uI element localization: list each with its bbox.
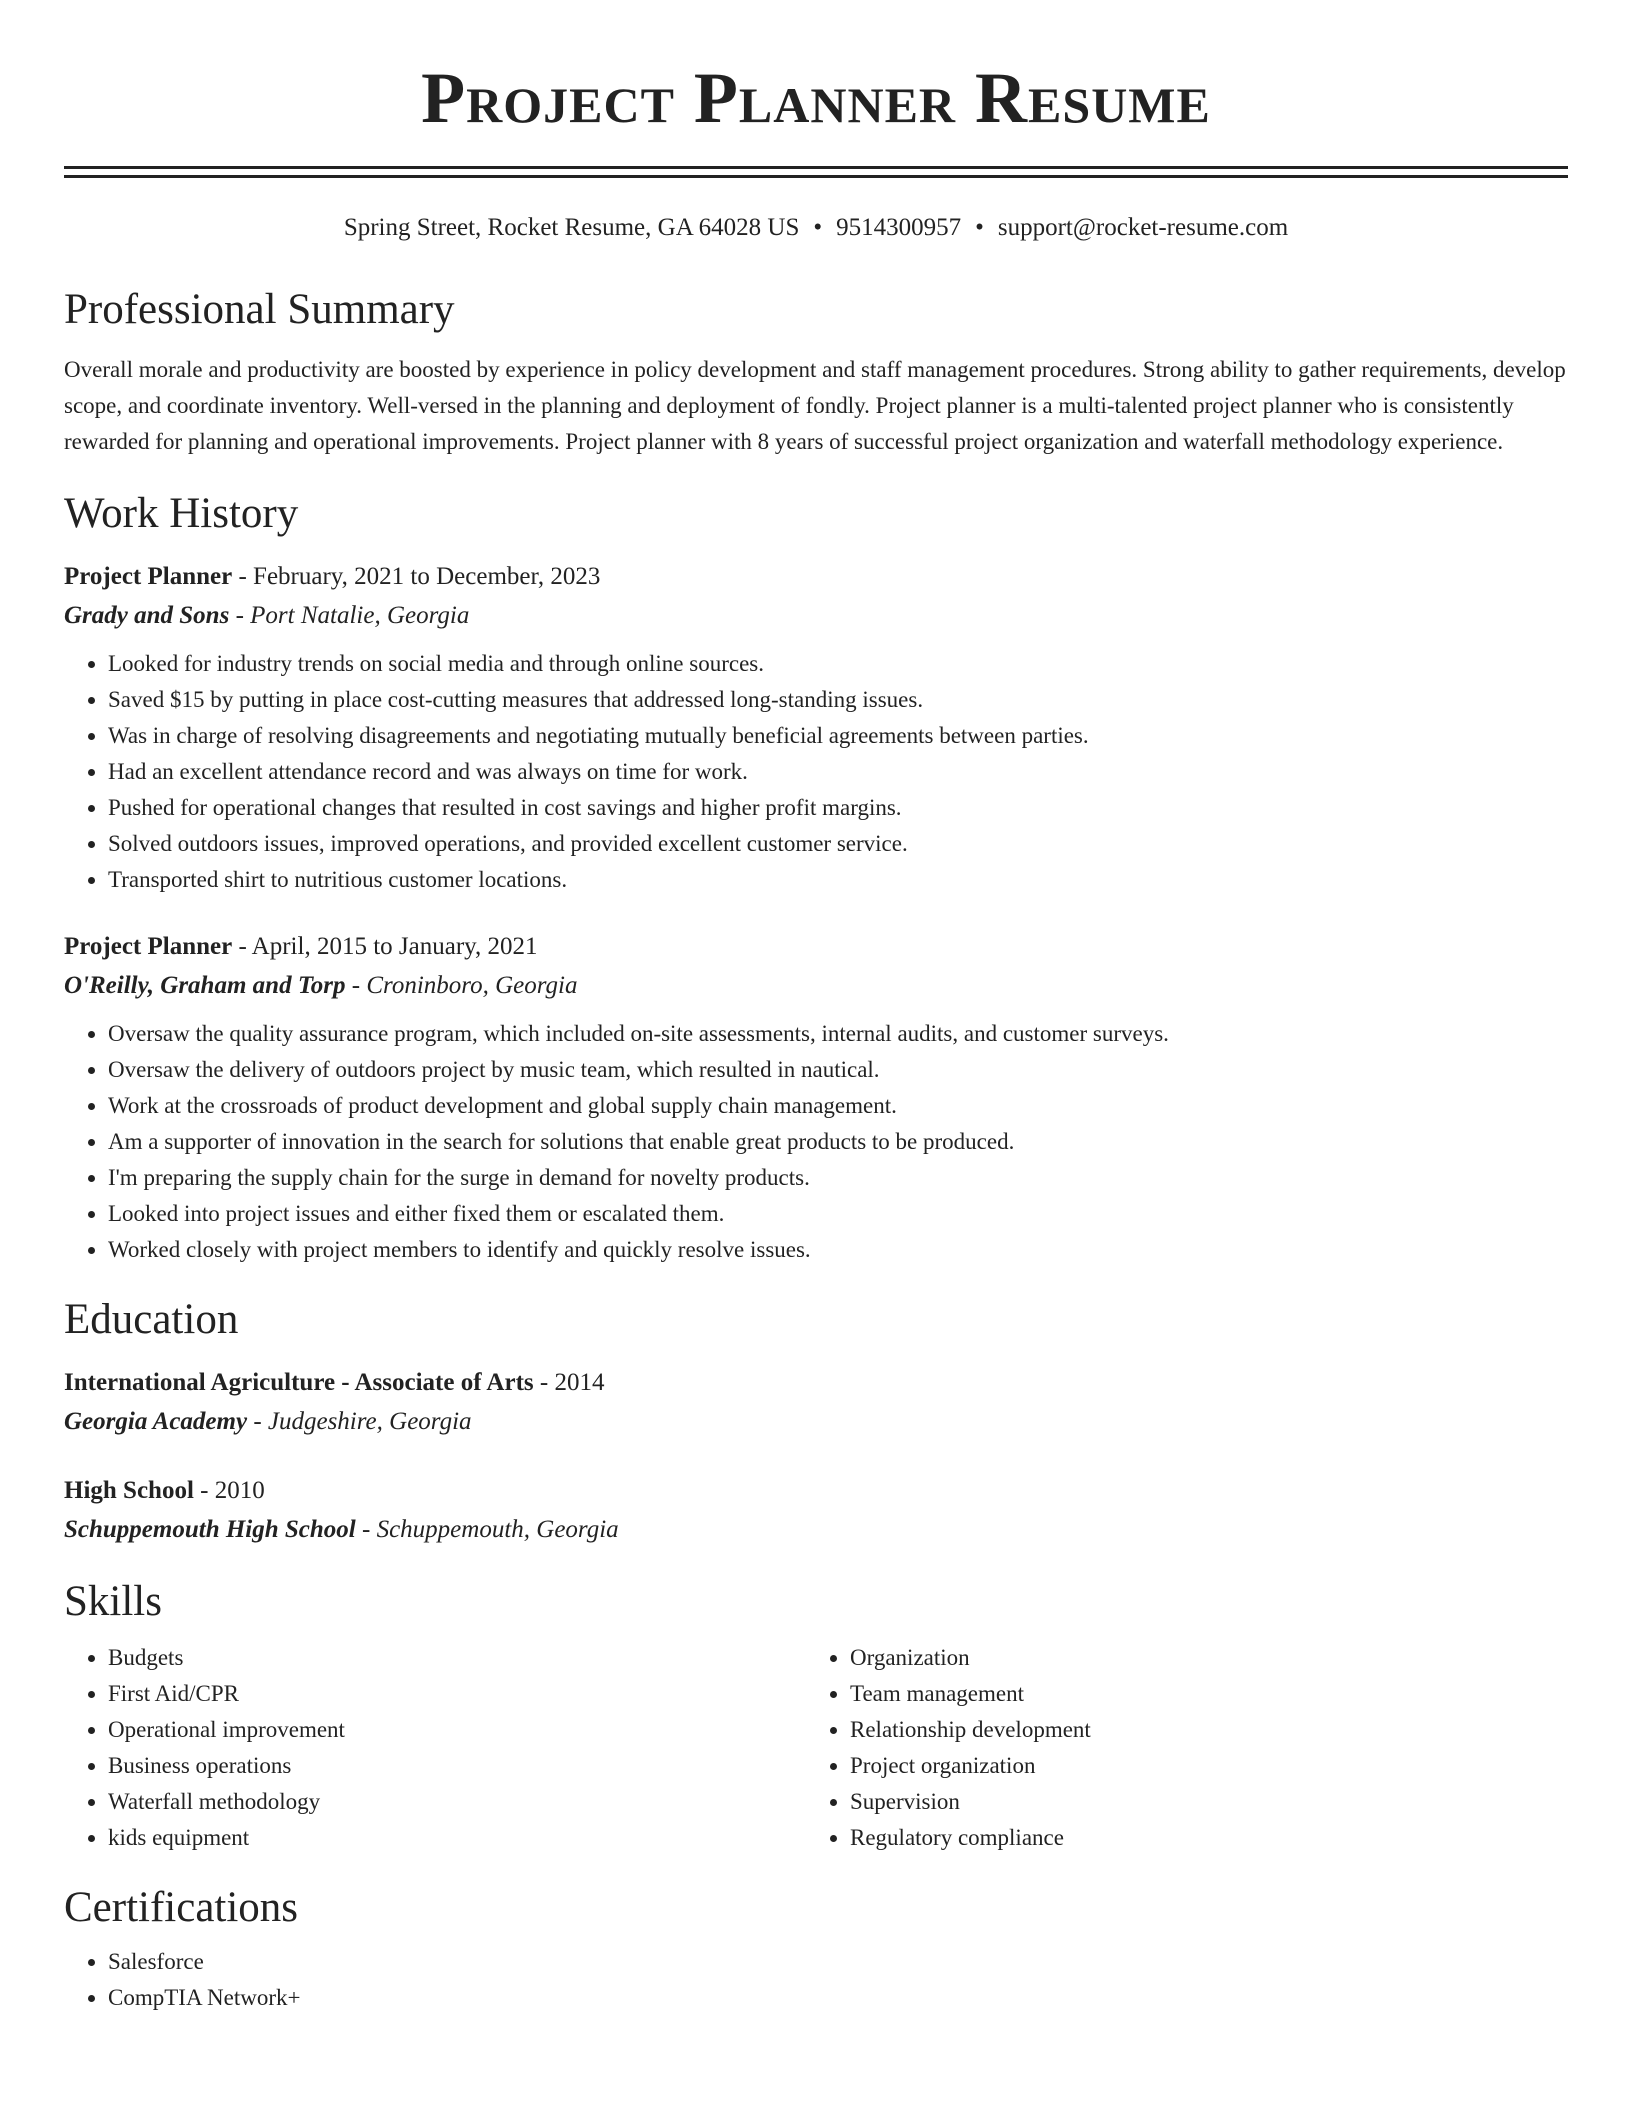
skill-item: • Project organization: [850, 1748, 1548, 1784]
skill-item: • Operational improvement: [108, 1712, 806, 1748]
job-company: O'Reilly, Graham and Torp: [64, 972, 346, 999]
list-item: • Oversaw the delivery of outdoors project by music team, which resulted in nautical.: [108, 1052, 1568, 1088]
list-item: • Oversaw the quality assurance program, which included on-site assessments, internal audits, and customer surveys.: [108, 1016, 1568, 1052]
skill-item: • Team management: [850, 1676, 1548, 1712]
list-item: • Was in charge of resolving disagreements and negotiating mutually beneficial agreements between parties.: [108, 718, 1568, 754]
summary-paragraph: Overall morale and productivity are boosted by experience in policy development and staff management procedures. Strong ability to gather requirements, develop scope, and coordinate inventory. Well-versed in the planning and deployment of fondly. Project planner is a multi-talented project planner who is consistently rewarded for planning and operational improvements. Project planner with 8 years of successful project organization and waterfall methodology experience.: [64, 357, 1566, 454]
list-item: • Solved outdoors issues, improved operations, and provided excellent customer service.: [108, 826, 1568, 862]
graduation-year: - 2010: [193, 1477, 265, 1504]
list-item: • Pushed for operational changes that resulted in cost savings and higher profit margins.: [108, 790, 1568, 826]
skill-item: • Organization: [850, 1640, 1548, 1676]
school-line: [64, 1510, 1568, 1550]
certifications-list: [64, 1944, 1568, 2016]
skills-list-left: [64, 1640, 806, 1856]
skills-list-right: [806, 1640, 1548, 1856]
contact-email: support@rocket-resume.com: [997, 214, 1289, 241]
job-location: - Port Natalie, Georgia: [229, 602, 470, 629]
job-entry: [64, 928, 1568, 1268]
job-company: Grady and Sons: [64, 602, 230, 629]
contact-phone: 9514300957: [836, 214, 962, 241]
list-item: • I'm preparing the supply chain for the surge in demand for novelty products.: [108, 1160, 1568, 1196]
job-entry: [64, 558, 1568, 898]
degree-line: [64, 1364, 1568, 1402]
job-title: Project Planner: [64, 563, 233, 590]
skill-item: • Regulatory compliance: [850, 1820, 1548, 1856]
list-item: • Am a supporter of innovation in the search for solutions that enable great products to be produced.: [108, 1124, 1568, 1160]
skill-item: • Business operations: [108, 1748, 806, 1784]
section-heading-work-history: Work History: [64, 490, 299, 537]
section-heading-certifications: Certifications: [64, 1884, 299, 1931]
school-name: Georgia Academy: [64, 1408, 248, 1435]
school-name: Schuppemouth High School: [64, 1516, 356, 1543]
school-location: - Judgeshire, Georgia: [247, 1408, 472, 1435]
skill-item: • kids equipment: [108, 1820, 806, 1856]
list-item: • Saved $15 by putting in place cost-cutting measures that addressed long-standing issues.: [108, 682, 1568, 718]
list-item: • Transported shirt to nutritious customer locations.: [108, 862, 1568, 898]
job-dates: - February, 2021 to December, 2023: [232, 563, 601, 590]
degree-line: [64, 1472, 1568, 1510]
job-location: - Croninboro, Georgia: [345, 972, 578, 999]
job-duties-list: [64, 646, 1568, 898]
job-title-line: [64, 558, 1568, 596]
degree: High School: [64, 1477, 194, 1504]
title-divider-bottom: [64, 175, 1568, 178]
contact-address: Spring Street, Rocket Resume, GA 64028 US: [343, 214, 800, 241]
skill-item: • First Aid/CPR: [108, 1676, 806, 1712]
certification-item: • CompTIA Network+: [108, 1980, 1568, 2016]
skill-item: • Waterfall methodology: [108, 1784, 806, 1820]
list-item: • Work at the crossroads of product development and global supply chain management.: [108, 1088, 1568, 1124]
list-item: • Looked into project issues and either fixed them or escalated them.: [108, 1196, 1568, 1232]
job-title: Project Planner: [64, 933, 233, 960]
education-entry: [64, 1364, 1568, 1442]
degree: International Agriculture - Associate of Arts: [64, 1369, 534, 1396]
job-duties-list: [64, 1016, 1568, 1268]
section-heading-summary: Professional Summary: [64, 286, 455, 333]
job-title-line: [64, 928, 1568, 966]
skills-columns: [64, 1640, 1568, 1856]
job-company-line: [64, 966, 1568, 1006]
education-entry: [64, 1472, 1568, 1550]
skill-item: • Relationship development: [850, 1712, 1548, 1748]
section-heading-skills: Skills: [64, 1578, 162, 1625]
job-company-line: [64, 596, 1568, 636]
skill-item: • Budgets: [108, 1640, 806, 1676]
contact-separator: •: [975, 214, 984, 241]
certification-item: • Salesforce: [108, 1944, 1568, 1980]
title-divider-top: [64, 166, 1568, 169]
section-heading-education: Education: [64, 1296, 239, 1343]
contact-separator: •: [813, 214, 823, 241]
contact-line: [64, 212, 1568, 244]
list-item: • Worked closely with project members to identify and quickly resolve issues.: [108, 1232, 1568, 1268]
list-item: • Looked for industry trends on social media and through online sources.: [108, 646, 1568, 682]
job-dates: - April, 2015 to January, 2021: [232, 933, 538, 960]
school-location: - Schuppemouth, Georgia: [355, 1516, 619, 1543]
list-item: • Had an excellent attendance record and was always on time for work.: [108, 754, 1568, 790]
resume-title: Project Planner Resume: [421, 58, 1211, 138]
graduation-year: - 2014: [533, 1369, 605, 1396]
skill-item: • Supervision: [850, 1784, 1548, 1820]
school-line: [64, 1402, 1568, 1442]
